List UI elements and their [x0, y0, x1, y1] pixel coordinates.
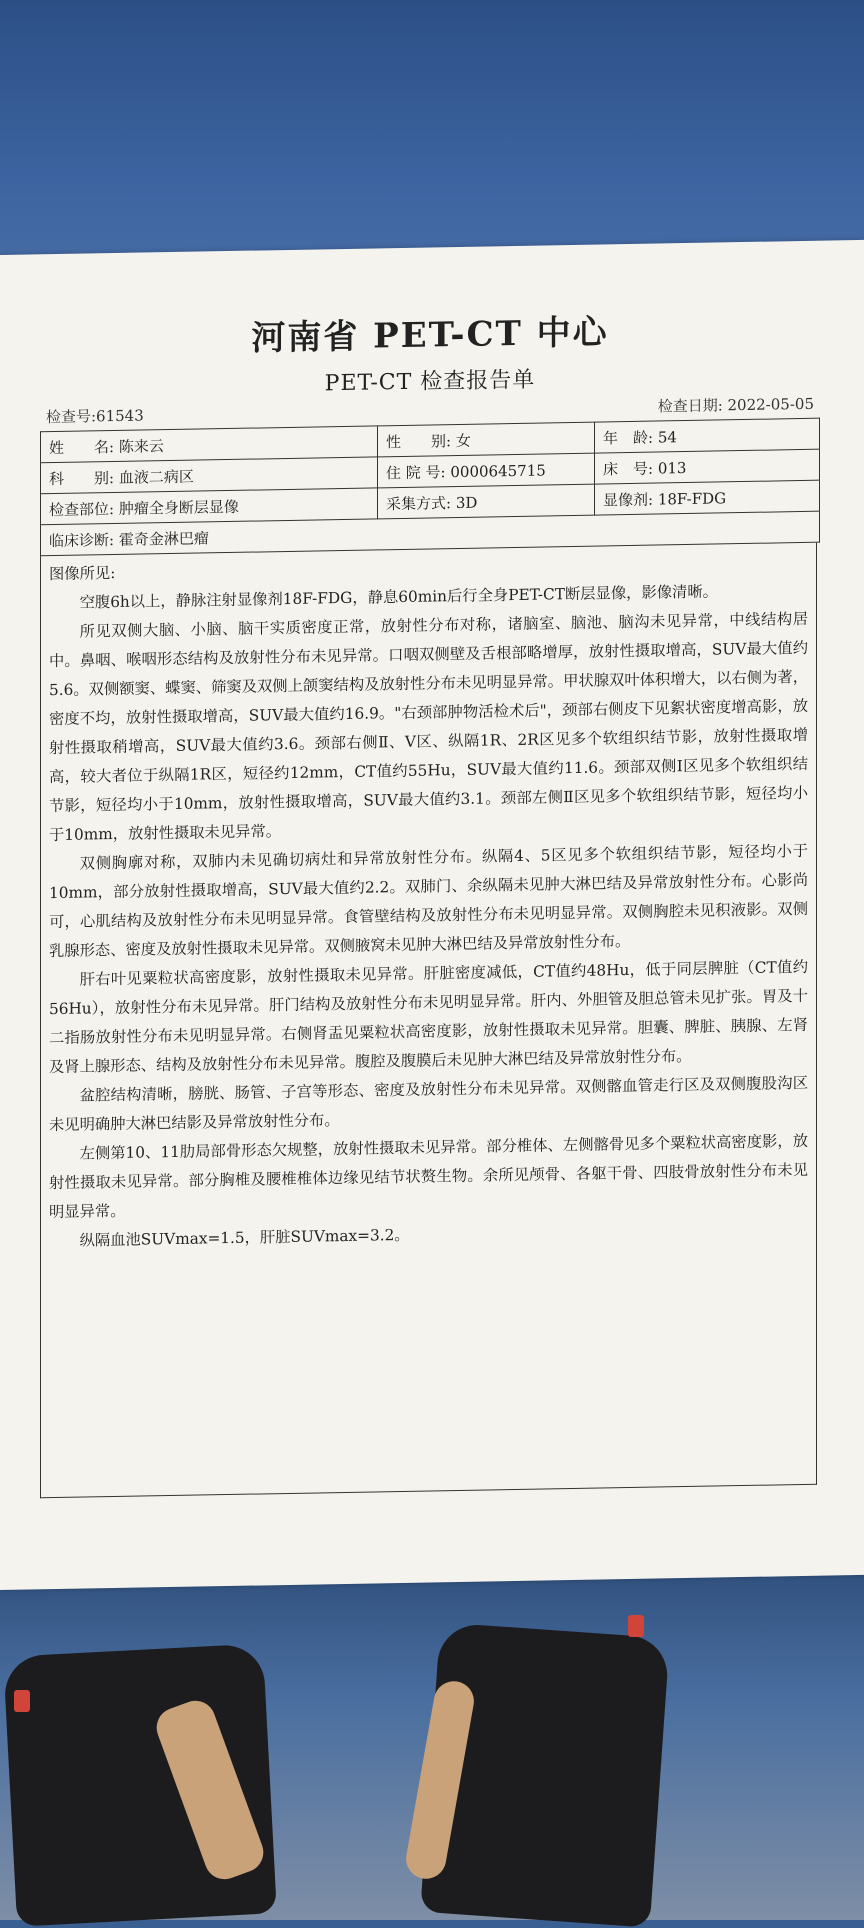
patient-info-table: [40, 418, 820, 557]
findings-box: [40, 543, 817, 1499]
diagnosis-label: 临床诊断:: [49, 530, 115, 550]
findings-paragraph: 纵隔血池SUVmax=1.5，肝脏SUVmax=3.2。: [79, 1225, 410, 1250]
findings-paragraph: 空腹6h以上，静脉注射显像剂18F-FDG，静息60min后行全身PET-CT断层显像，影像清晰。: [79, 582, 718, 612]
site-value: 肿瘤全身断层显像: [118, 497, 239, 518]
age-value: 54: [657, 427, 677, 447]
findings-paragraph: 双侧胸廓对称，双肺内未见确切病灶和异常放射性分布。纵隔4、5区见多个软组织结节影，短径均小于10mm，部分放射性摄取增高，SUV最大值约2.2。双肺门、余纵隔未见肿大淋巴结及异常放射性分布。心影尚可，心肌结构及放射性分布未见明显异常。食管壁结构及放射性分布未见明显异常。双侧胸腔未见积液影。双侧乳腺形态、密度及放射性摄取未见异常。双侧腋窝未见肿大淋巴结及异常放射性分布。: [49, 841, 808, 961]
form-title: PET-CT 检查报告单: [324, 367, 536, 397]
dept-value: 血液二病区: [118, 467, 194, 487]
age-cell: [595, 418, 820, 453]
dept-label: 科 别:: [49, 468, 115, 488]
agent-cell: [595, 480, 820, 515]
findings-paragraph: 左侧第10、11肋局部骨形态欠规整，放射性摄取未见异常。部分椎体、左侧髂骨见多个粟粒状高密度影，放射性摄取未见异常。部分胸椎及腰椎椎体边缘见结节状赘生物。余所见颅骨、各躯干骨、四肢骨放射性分布未见明显异常。: [49, 1131, 808, 1222]
bed-cell: [595, 449, 820, 484]
inpatient-value: 0000645715: [450, 460, 546, 481]
diagnosis-value: 霍奇金淋巴瘤: [118, 528, 209, 549]
method-label: 采集方式:: [386, 493, 452, 513]
method-value: 3D: [455, 493, 478, 512]
name-value: 陈来云: [118, 436, 164, 456]
findings-paragraph: 所见双侧大脑、小脑、脑干实质密度正常，放射性分布对称，诸脑室、脑池、脑沟未见异常，中线结构居中。鼻咽、喉咽形态结构及放射性分布未见异常。口咽双侧壁及舌根部略增厚，放射性摄取增高，SUV最大值约5.6。双侧额窦、蝶窦、筛窦及双侧上颌窦结构及放射性分布未见明显异常。甲状腺双叶体积增大，以右侧为著，密度不均，放射性摄取增高，SUV最大值约16.9。"右颈部肿物活检术后"，颈部右侧皮下见絮状密度增高影，放射性摄取稍增高，SUV最大值约3.6。颈部右侧Ⅱ、Ⅴ区、纵隔1R、2R区见多个软组织结节影，放射性摄取增高，较大者位于纵隔1R区，短径约12mm，CT值约55Hu，SUV最大值约11.6。颈部双侧Ⅰ区见多个软组织结节影，短径均小于10mm，放射性摄取增高，SUV最大值约3.1。颈部左侧Ⅱ区见多个软组织结节影，短径均小于10mm，放射性摄取未见异常。: [49, 609, 808, 845]
method-cell: [378, 484, 595, 519]
shoe-red-tab: [628, 1615, 644, 1637]
shoe-red-tab: [14, 1690, 30, 1712]
name-label: 姓 名:: [49, 437, 115, 457]
bed-value: 013: [657, 458, 687, 478]
agent-label: 显像剂:: [603, 490, 654, 509]
agent-value: 18F-FDG: [657, 488, 727, 509]
gender-value: 女: [455, 431, 471, 450]
inpatient-cell: [378, 453, 595, 488]
hospital-title: 河南省 PET-CT 中心: [251, 312, 609, 359]
exam-date: 检查日期: 2022-05-05: [657, 394, 814, 416]
report-paper: [0, 240, 864, 1590]
gender-label: 性 别:: [386, 431, 452, 451]
age-label: 年 龄:: [603, 428, 654, 447]
site-label: 检查部位:: [49, 499, 115, 519]
findings-paragraph: 肝右叶见粟粒状高密度影，放射性摄取未见异常。肝脏密度减低，CT值约48Hu，低于同层脾脏（CT值约56Hu），放射性分布未见异常。肝门结构及放射性分布未见明显异常。肝内、外胆管及胆总管未见扩张。胃及十二指肠放射性分布未见明显异常。右侧肾盂见粟粒状高密度影，放射性摄取未见异常。胆囊、脾脏、胰腺、左肾及肾上腺形态、结构及放射性分布未见异常。腹腔及腹膜后未见肿大淋巴结及异常放射性分布。: [49, 957, 808, 1077]
inpatient-label: 住 院 号:: [386, 462, 446, 482]
findings-paragraph: 盆腔结构清晰，膀胱、肠管、子宫等形态、密度及放射性分布未见异常。双侧髂血管走行区及双侧腹股沟区未见明确肿大淋巴结影及异常放射性分布。: [49, 1073, 808, 1135]
exam-number: 检查号:61543: [46, 406, 144, 427]
report-content: [40, 301, 820, 1499]
bed-label: 床 号:: [603, 459, 654, 478]
gender-cell: [378, 422, 595, 457]
findings-heading: 图像所见:: [49, 563, 116, 584]
